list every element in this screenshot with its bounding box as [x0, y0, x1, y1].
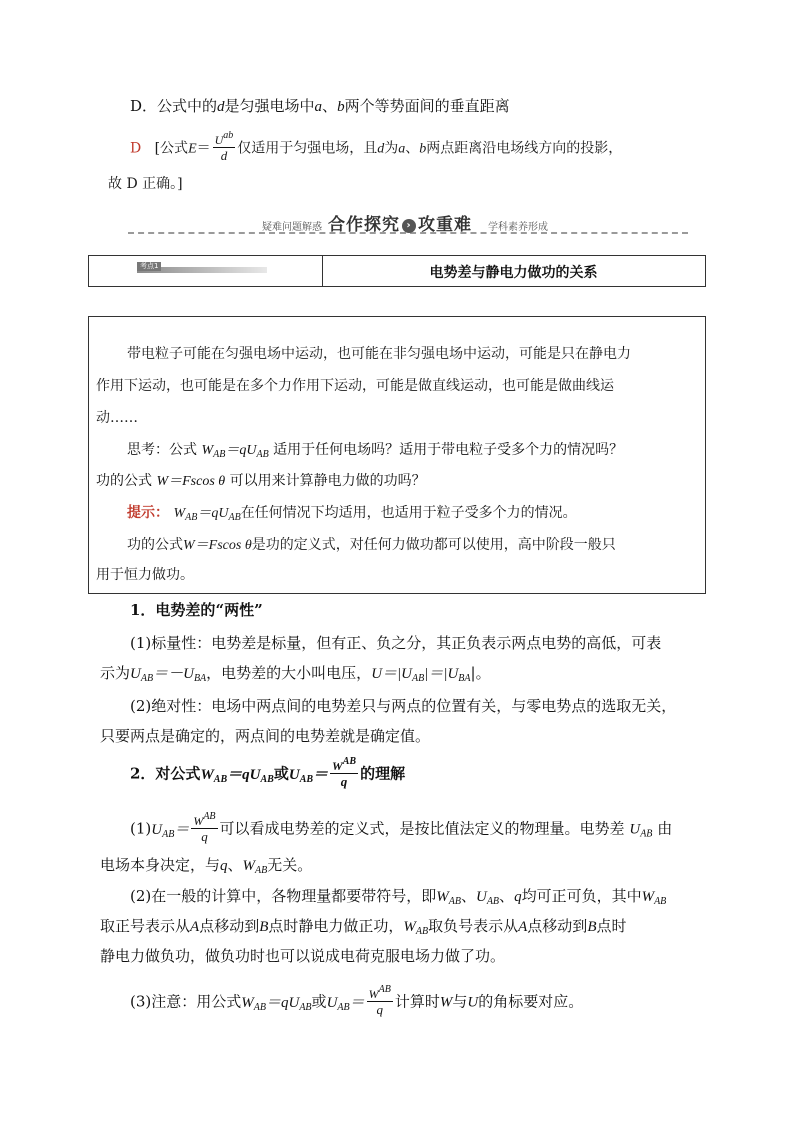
formula-wab3	[241, 995, 311, 1011]
formula-uab-neg	[130, 666, 206, 682]
frac-num-sup: ab	[223, 130, 234, 141]
text: 示为	[100, 664, 131, 682]
var-a2: a	[398, 141, 406, 157]
pt: A	[518, 919, 528, 935]
w-text: 功的公式	[127, 537, 183, 553]
eq: ＝	[313, 766, 329, 783]
sub: AB	[255, 865, 268, 876]
box-text: 作用下运动，也可能是在多个力作用下运动，可能是做直线运动，也可能是做曲线运	[96, 378, 614, 394]
text: 、	[460, 887, 476, 905]
heading: 的理解	[360, 764, 406, 783]
w-text: 用于恒力做功。	[96, 567, 194, 583]
section2-p3	[130, 984, 584, 1017]
q: q	[340, 774, 348, 789]
sup: AB	[342, 756, 357, 767]
section2-p1-l2	[100, 855, 312, 876]
w: W	[439, 994, 453, 1011]
sub: AB	[299, 1001, 312, 1013]
u: U	[467, 994, 479, 1011]
heading: 1．电势差的“两性”	[130, 601, 263, 619]
box-text: 带电粒子可能在匀强电场中运动，也可能在非匀强电场中运动，可能是只在静电力	[127, 346, 631, 362]
u: U	[288, 994, 300, 1011]
text: 可以看成电势差的定义式，是按比值法定义的物理量。电势差	[219, 819, 625, 838]
w: W	[332, 759, 343, 773]
text: 与	[452, 992, 468, 1011]
formula-w	[201, 443, 268, 458]
abs: |＝|U	[424, 666, 459, 682]
text: (1)标量性：电势差是标量，但有正、负之分，其正负表示两点电势的高低，可表	[130, 634, 662, 652]
text: |。	[470, 664, 491, 682]
hint-label: 提示：	[127, 505, 169, 521]
text: 取正号表示从	[100, 917, 191, 935]
q: q	[376, 1002, 383, 1017]
formula-w2	[173, 506, 240, 521]
u: U	[249, 766, 261, 783]
sub: AB	[253, 1001, 266, 1013]
text: 由	[657, 819, 673, 838]
fraction-u-over-d	[213, 130, 236, 163]
q-text: 功的公式	[96, 473, 152, 489]
text: 电场本身决定，与	[100, 856, 221, 874]
sub: AB	[411, 673, 425, 684]
pt: A	[190, 919, 200, 935]
pt: B	[587, 919, 597, 935]
text: 点移动到	[199, 917, 260, 935]
sub: AB	[140, 673, 154, 684]
q: q	[239, 443, 247, 458]
u: U	[151, 821, 163, 838]
heading: 2．对公式	[130, 764, 201, 783]
u: U	[475, 889, 487, 905]
sub: BA	[193, 673, 207, 684]
formula-work: W＝Fscos θ	[156, 474, 226, 489]
q: q	[514, 889, 522, 905]
answer-line-1	[130, 130, 623, 163]
formula-uab2	[151, 822, 189, 838]
box-text: 动……	[96, 410, 138, 426]
var-d: d	[217, 99, 225, 115]
u: U	[288, 766, 300, 783]
eq: ＝	[153, 666, 169, 682]
answer-letter: D	[130, 140, 142, 157]
sub: AB	[299, 773, 314, 785]
topic-tag: 考点1	[137, 262, 161, 271]
u: U	[183, 666, 194, 682]
text: 无关。	[267, 856, 313, 874]
w: W	[241, 994, 254, 1011]
q-text: 可以用来计算静电力做的功吗？	[229, 473, 426, 489]
u: U	[246, 443, 257, 458]
sub: AB	[415, 926, 429, 937]
box-work-l2	[96, 565, 194, 585]
var-b2: b	[419, 141, 427, 157]
var-d2: d	[377, 141, 385, 157]
u: U	[629, 821, 641, 838]
var-a: a	[314, 99, 323, 115]
q: q	[220, 858, 228, 874]
sub: AB	[640, 828, 653, 840]
sub: AB	[654, 896, 667, 907]
banner-main-1: 合作探究	[328, 215, 400, 235]
w: W	[436, 889, 449, 905]
w: W	[368, 987, 379, 1001]
fraction-w-over-q	[330, 756, 358, 789]
sub: AB	[337, 1001, 350, 1013]
w-text: 是功的定义式，对任何力做功都可以使用，高中阶段一般只	[251, 537, 616, 553]
w: W	[173, 506, 186, 521]
q-text: 适用于任何电场吗？适用于带电粒子受多个力的情况吗？	[273, 442, 624, 458]
sub: AB	[448, 896, 461, 907]
sep2: 、	[405, 140, 420, 157]
sub: AB	[228, 512, 241, 523]
text: 取负号表示从	[428, 917, 519, 935]
box-p1-l1	[127, 344, 631, 364]
text: 点时静电力做正功，	[268, 917, 404, 935]
section2-p2-l1	[130, 886, 666, 907]
box-p1-l2	[96, 376, 614, 396]
text: 、	[227, 856, 243, 874]
formula-uab	[289, 767, 328, 783]
text: ，电势差的大小叫电压，	[206, 664, 372, 682]
text: 、	[499, 887, 515, 905]
w: W	[201, 443, 214, 458]
u: U	[130, 666, 141, 682]
eq: ＝	[225, 443, 240, 458]
box-question-l2	[96, 471, 426, 492]
q: q	[201, 829, 208, 844]
section2-p1-l1	[130, 811, 673, 844]
w: W	[242, 858, 256, 874]
sub: AB	[162, 828, 175, 840]
text: (2)在一般的计算中，各物理量都要带符号，即	[130, 887, 437, 905]
eq: ＝	[196, 140, 211, 157]
text: 点时	[596, 917, 627, 935]
formula-wab	[200, 767, 273, 783]
topic-title: 电势差与静电力做功的关系	[429, 265, 598, 281]
text: 点移动到	[527, 917, 588, 935]
var-b: b	[337, 99, 345, 115]
w: W	[403, 919, 416, 935]
sup: AB	[378, 984, 391, 995]
formula-work2: W＝Fscos θ	[183, 538, 252, 553]
box-work-l1	[127, 535, 616, 556]
answer-conclusion: 故 D 正确。]	[108, 176, 183, 192]
w: W	[193, 814, 204, 828]
answer-tail: 两点距离沿电场线方向的投影，	[426, 140, 623, 157]
option-d-line	[130, 96, 510, 117]
sub: BA	[458, 673, 471, 684]
fraction-w-over-q3	[367, 984, 393, 1017]
answer-open: [公式	[154, 140, 189, 157]
text: 计算时	[394, 992, 440, 1011]
section1-heading	[130, 600, 263, 620]
arrow-icon: ›	[402, 219, 416, 233]
fraction-w-over-q2	[191, 811, 217, 844]
banner-right: 学科素养形成	[488, 222, 548, 233]
pt: B	[259, 919, 269, 935]
eq: ＝	[349, 994, 365, 1011]
formula-uab3	[327, 995, 365, 1011]
w: W	[200, 766, 214, 783]
text: (1)	[130, 819, 152, 838]
sub: AB	[185, 512, 198, 523]
banner-left: 疑难问题解惑	[262, 222, 322, 233]
topic-table	[88, 255, 706, 287]
hint-text: 在任何情况下均适用，也适用于粒子受多个力的情况。	[240, 505, 577, 521]
box-p1-l3	[96, 408, 138, 428]
sub: AB	[213, 773, 228, 785]
section1-p2-l2	[100, 726, 430, 746]
sep: 、	[322, 97, 338, 115]
eq: ＝	[174, 821, 190, 838]
frac-den: d	[220, 148, 228, 163]
section1-p2-l1	[130, 696, 676, 716]
w: W	[641, 889, 655, 905]
section1-p1-l2	[100, 663, 491, 684]
box-hint	[127, 503, 577, 524]
answer-after: 仅适用于匀强电场，且	[237, 140, 378, 157]
eq: ＝	[197, 506, 212, 521]
section-banner	[128, 212, 688, 234]
box-question-l1	[127, 440, 623, 461]
option-d-mid: 是匀强电场中	[224, 97, 315, 115]
text: (3)注意：用公式	[130, 992, 242, 1011]
section2-p2-l2	[100, 916, 627, 937]
section1-p1-l1	[130, 633, 661, 653]
q-text: 思考：公式	[127, 442, 197, 458]
abs: U＝|U	[371, 666, 412, 682]
section2-p2-l3	[100, 946, 505, 966]
sub: AB	[213, 449, 226, 460]
q: q	[211, 506, 219, 521]
sub: AB	[256, 449, 269, 460]
eq: ＝	[227, 766, 243, 783]
answer-for: 为	[384, 140, 399, 157]
text: 或	[311, 992, 327, 1011]
sup: AB	[203, 811, 216, 822]
banner-title	[328, 210, 472, 235]
eq: ＝	[265, 994, 281, 1011]
u: U	[218, 506, 229, 521]
section2-heading	[130, 756, 406, 789]
q: q	[280, 994, 289, 1011]
text: 均可正可负，其中	[521, 887, 642, 905]
q: q	[242, 766, 250, 783]
sub: AB	[486, 896, 500, 907]
option-d-label: D．公式中的	[130, 97, 218, 115]
sub: AB	[260, 773, 274, 785]
text: (2)绝对性：电场中两点间的电势差只与两点的位置有关，与零电势点的选取无关，	[130, 697, 677, 715]
text: 静电力做负功，做负功时也可以说成电荷克服电场力做了功。	[100, 947, 506, 965]
text: 只要两点是确定的，两点间的电势差就是确定值。	[100, 727, 431, 745]
answer-line-2	[108, 174, 183, 194]
text: 的角标要对应。	[478, 992, 584, 1011]
var-E: E	[188, 141, 197, 157]
u: U	[326, 994, 338, 1011]
banner-main-2: 攻重难	[418, 215, 472, 235]
heading: 或	[273, 764, 289, 783]
option-d-tail: 两个等势面间的垂直距离	[344, 97, 510, 115]
neg: －	[168, 666, 184, 682]
frac-num: U	[214, 133, 224, 147]
